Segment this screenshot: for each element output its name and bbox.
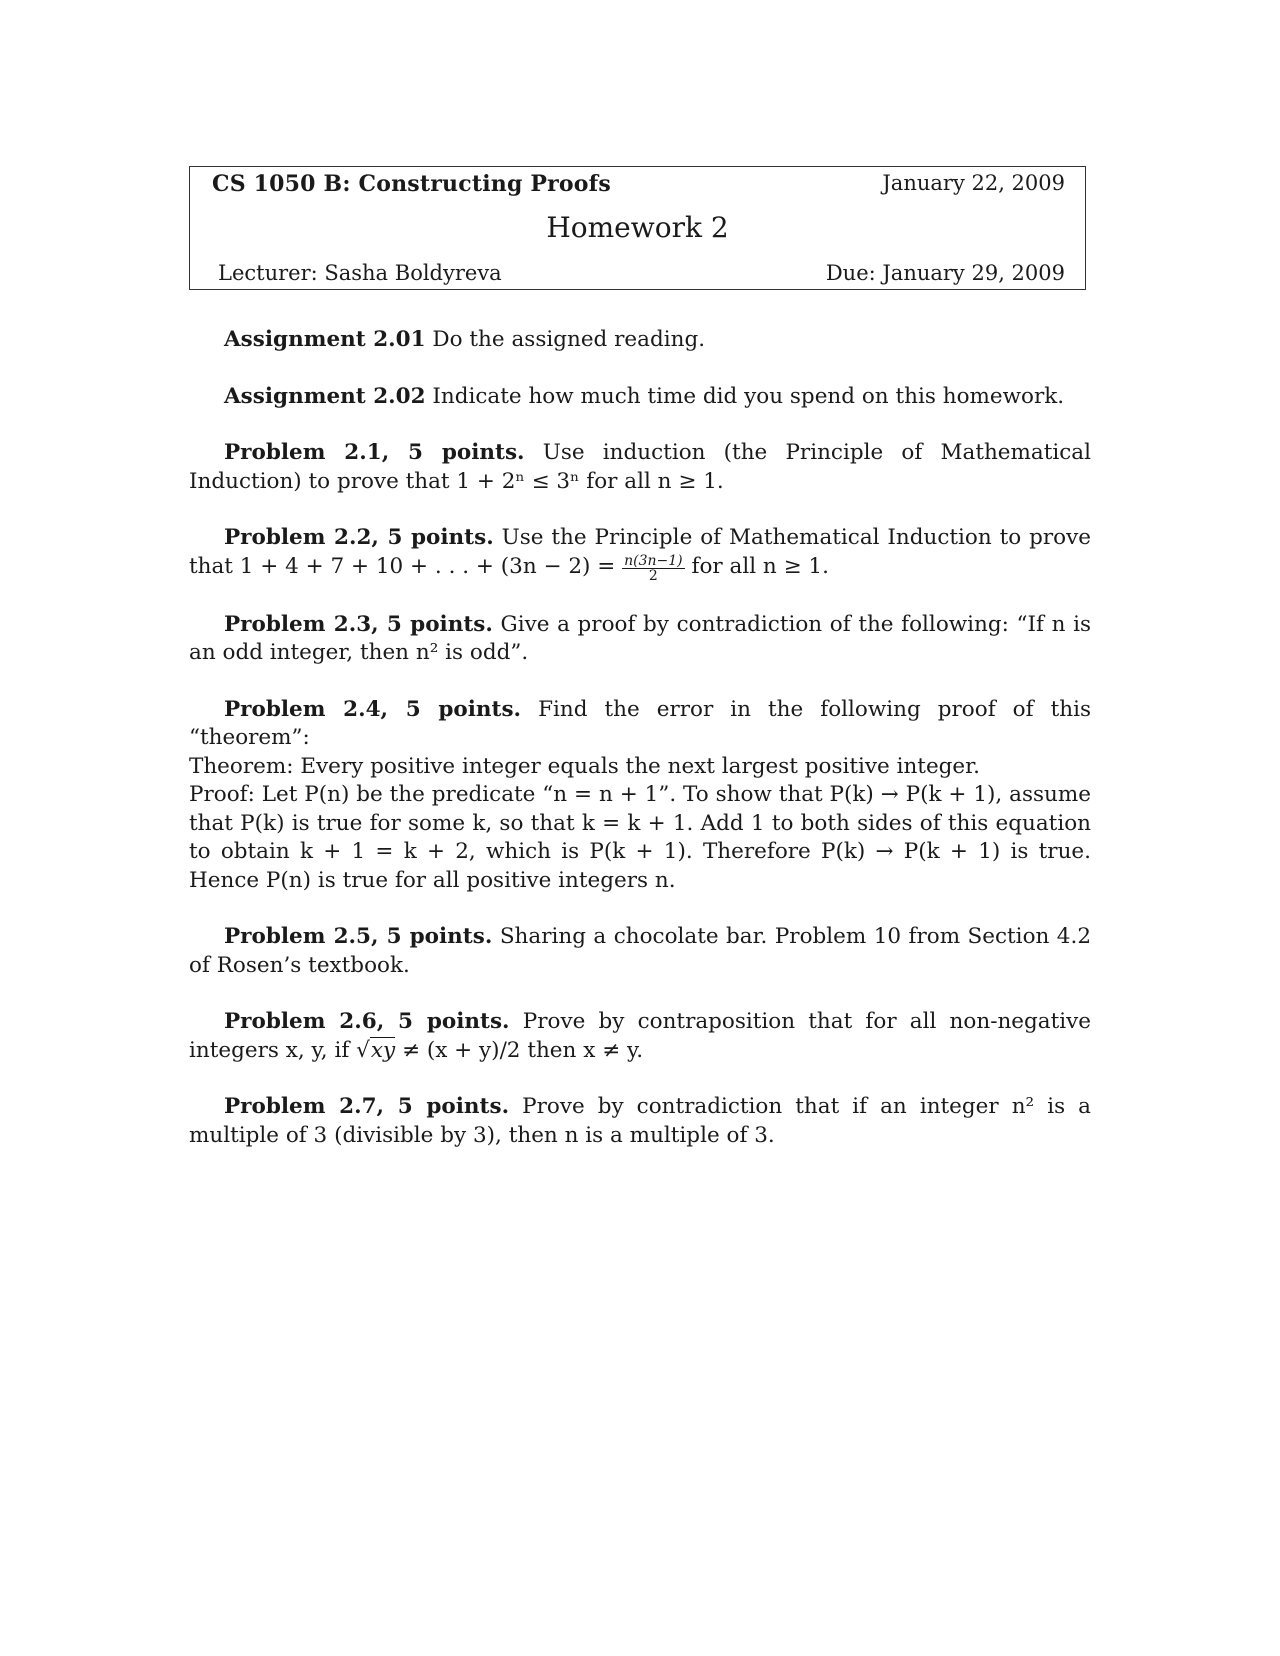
theorem-statement: Theorem: Every positive integer equals the next largest positive integer.	[189, 753, 980, 779]
homework-title: Homework 2	[546, 211, 729, 244]
item-label: Problem 2.5, 5 points.	[224, 924, 493, 949]
item-label: Problem 2.4, 5 points.	[224, 696, 522, 722]
square-root	[356, 1037, 395, 1066]
homework-body	[189, 326, 1091, 1178]
problem-2-5	[189, 923, 1091, 980]
problem-2-3	[189, 611, 1091, 668]
fraction-denominator: 2	[648, 567, 658, 584]
item-label: Assignment 2.01	[224, 327, 426, 352]
problem-2-2	[189, 524, 1091, 583]
item-text-continued: for all n ≥ 1.	[691, 553, 829, 579]
lecturer: Lecturer: Sasha Boldyreva	[218, 261, 502, 285]
item-text: Sharing a chocolate bar. Problem 10 from Section 4.2 of Rosen’s textbook.	[189, 924, 1092, 978]
item-label: Assignment 2.02	[224, 383, 426, 409]
problem-2-6	[189, 1008, 1091, 1065]
due-date: Due: January 29, 2009	[825, 261, 1065, 285]
proof-text: Proof: Let P(n) be the predicate “n = n + 1”. To show that P(k) → P(k + 1), assume that P(k) is true for some k, so that k = k + 1. Add 1 to both sides of this equation to obtain k + 1 = k + 2, which is P(k + 1). Therefore P(k) → P(k + 1) is true. Hence P(n) is true for all positive integers n.	[189, 782, 1091, 893]
assignment-2-02	[189, 383, 1091, 412]
item-label: Problem 2.1, 5 points.	[224, 440, 525, 465]
problem-2-4	[189, 696, 1091, 896]
item-text: Indicate how much time did you spend on this homework.	[432, 383, 1065, 409]
item-text: Do the assigned reading.	[432, 327, 706, 352]
course-title: CS 1050 B: Constructing Proofs	[212, 171, 611, 197]
item-label: Problem 2.6, 5 points.	[224, 1009, 510, 1034]
fraction	[622, 554, 685, 583]
item-label: Problem 2.7, 5 points.	[224, 1094, 510, 1119]
fraction-numerator: n(3n−1)	[624, 552, 683, 569]
assignment-2-01	[189, 326, 1091, 355]
radical-sign: √	[356, 1037, 370, 1063]
item-text: Use induction (the Principle of Mathematical Induction) to prove that 1 + 2ⁿ ≤ 3ⁿ for all n ≥ 1.	[189, 440, 1091, 494]
item-text: Give a proof by contradiction of the following: “If n is an odd integer, then n² is odd”.	[189, 611, 1091, 665]
item-text: Find the error in the following proof of this “theorem”:	[189, 696, 1091, 750]
item-text: Prove by contradiction that if an integer n² is a multiple of 3 (divisible by 3), then n is a multiple of 3.	[189, 1094, 1091, 1148]
item-text-continued: ≠ (x + y)/2 then x ≠ y.	[401, 1037, 644, 1063]
problem-2-1	[189, 439, 1091, 496]
issue-date: January 22, 2009	[882, 171, 1065, 195]
item-text: Use the Principle of Mathematical Induction to prove that 1 + 4 + 7 + 10 + . . . + (3n − 2) =	[189, 525, 1091, 579]
problem-2-7	[189, 1093, 1091, 1150]
item-label: Problem 2.3, 5 points.	[224, 611, 493, 637]
item-text: Prove by contraposition that for all non-negative integers x, y, if	[189, 1009, 1091, 1063]
item-label: Problem 2.2, 5 points.	[224, 525, 494, 550]
header-box	[189, 166, 1086, 290]
radicand: xy	[370, 1037, 396, 1063]
